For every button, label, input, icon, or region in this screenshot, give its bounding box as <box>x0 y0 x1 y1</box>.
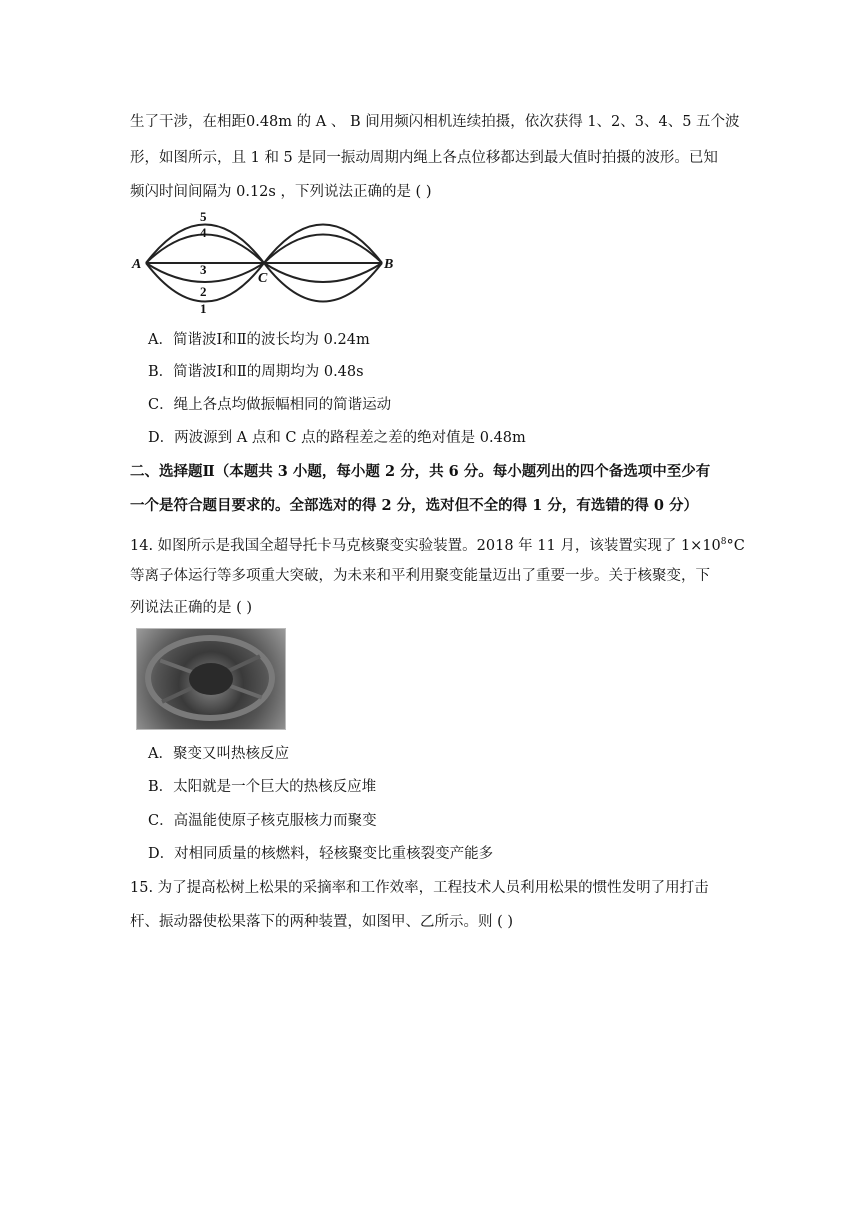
q14-stem-line-1-text: 14. 如图所示是我国全超导托卡马克核聚变实验装置。2018 年 11 月，该装置实现了 1×10 <box>130 537 721 554</box>
label-a: A <box>132 257 142 272</box>
curve-label-1: 1 <box>200 301 207 316</box>
standing-wave-figure <box>130 206 400 318</box>
label-c: C <box>258 271 268 286</box>
curve-4-right <box>264 235 382 264</box>
q13-option-a: A．简谐波Ⅰ和Ⅱ的波长均为 0.24m <box>148 332 370 348</box>
q14-option-d: D．对相同质量的核燃料，轻核聚变比重核裂变产能多 <box>148 846 494 862</box>
q14-option-b: B．太阳就是一个巨大的热核反应堆 <box>148 779 377 795</box>
curve-label-5: 5 <box>200 209 207 224</box>
q14-stem-line-2: 等离子体运行等多项重大突破，为未来和平利用聚变能量迈出了重要一步。关于核聚变，下 <box>130 568 710 584</box>
section-2-heading-line-1: 二、选择题Ⅱ（本题共 3 小题，每小题 2 分，共 6 分。每小题列出的四个备选项中至少有 <box>130 463 711 480</box>
tokamak-photo <box>136 628 286 730</box>
curve-label-3: 3 <box>200 262 207 277</box>
q14-stem-line-1 <box>130 532 745 556</box>
curve-label-2: 2 <box>200 284 207 299</box>
q13-option-b: B．简谐波Ⅰ和Ⅱ的周期均为 0.48s <box>148 364 364 380</box>
curve-2-right <box>264 263 382 282</box>
q14-stem-line-3: 列说法正确的是 ( ) <box>130 600 253 616</box>
q13-stem-line-2: 形，如图所示，且 1 和 5 是同一振动周期内绳上各点位移都达到最大值时拍摄的波形。已知 <box>130 150 718 166</box>
curve-5-right <box>264 225 382 264</box>
q13-stem-line-3: 频闪时间间隔为 0.12s ，下列说法正确的是 ( ) <box>130 184 432 200</box>
curve-label-4: 4 <box>200 225 207 240</box>
q15-stem-line-1: 15. 为了提高松树上松果的采摘率和工作效率，工程技术人员利用松果的惯性发明了用打击 <box>130 880 709 896</box>
q14-unit: °C <box>726 537 745 554</box>
label-b: B <box>384 257 394 272</box>
q13-stem-line-1: 生了干涉，在相距0.48m 的 A 、 B 间用频闪相机连续拍摄，依次获得 1、2、3、4、5 五个波 <box>130 114 740 130</box>
q14-exponent: 8 <box>720 537 727 547</box>
q13-option-c: C．绳上各点均做振幅相同的简谐运动 <box>148 397 392 413</box>
q14-option-c: C．高温能使原子核克服核力而聚变 <box>148 813 377 829</box>
q15-stem-line-2: 杆、振动器使松果落下的两种装置，如图甲、乙所示。则 ( ) <box>130 914 514 930</box>
section-2-heading-line-2: 一个是符合题目要求的。全部选对的得 2 分，选对但不全的得 1 分，有选错的得 0 分） <box>130 497 699 514</box>
q14-option-a: A．聚变又叫热核反应 <box>148 746 289 762</box>
q13-option-d: D．两波源到 A 点和 C 点的路程差之差的绝对值是 0.48m <box>148 430 526 446</box>
